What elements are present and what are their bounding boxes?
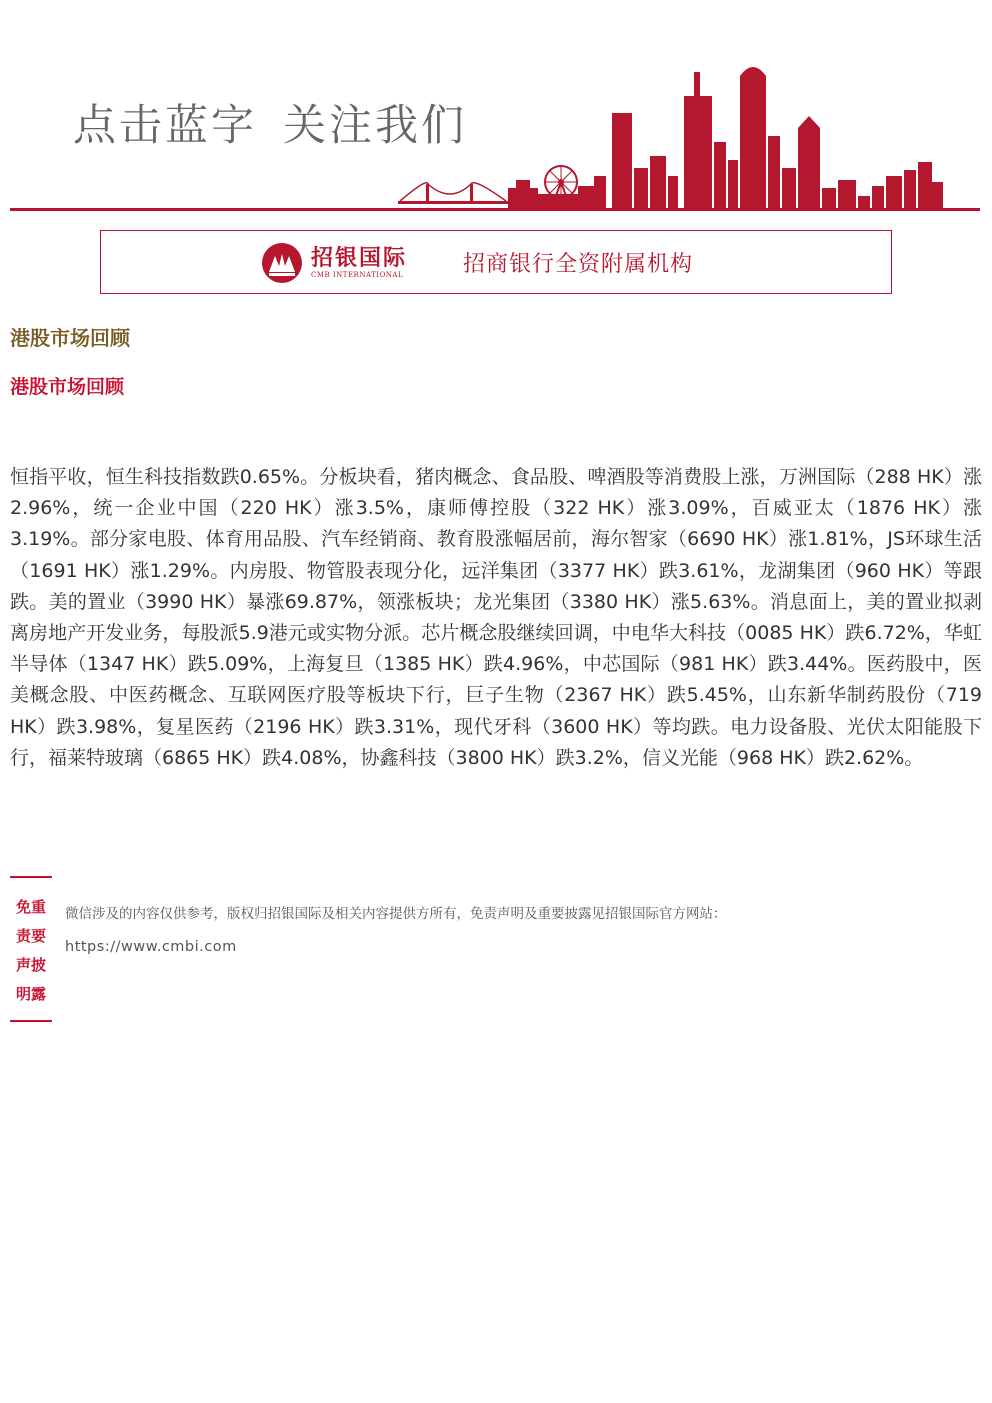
section-title: 港股市场回顾 bbox=[10, 326, 130, 350]
disclaimer-label-line: 声披 bbox=[15, 956, 46, 974]
article-paragraph: 恒指平收，恒生科技指数跌0.65%。分板块看，猪肉概念、食品股、啤酒股等消费股上涨，万洲国际（288 HK）涨2.96%，统一企业中国（220 HK）涨3.5%，康师傅控股（322 HK）涨3.09%，百威亚太（1876 HK）涨3.19%。部分家电股、体育用品股、汽车经销商、教育股涨幅居前，海尔智家（6690 HK）涨1.81%，JS环球生活（1691 HK）涨1.29%。内房股、物管股表现分化，远洋集团（3377 HK）跌3.61%，龙湖集团（960 HK）等跟跌。美的置业（3990 HK）暴涨69.87%，领涨板块；龙光集团（3380 HK）涨5.63%。消息面上，美的置业拟剥离房地产开发业务，每股派5.9港元或实物分派。芯片概念股继续回调，中电华大科技（0085 HK）跌6.72%，华虹半导体（1347 HK）跌5.09%，上海复旦（1385 HK）跌4.96%，中芯国际（981 HK）跌3.44%。医药股中，医美概念股、中医药概念、互联网医疗股等板块下行，巨子生物（2367 HK）跌5.45%，山东新华制药股份（719 HK）跌3.98%，复星医药（2196 HK）跌3.31%，现代牙科（3600 HK）等均跌。电力设备股、光伏太阳能股下行，福莱特玻璃（6865 HK）跌4.08%，协鑫科技（3800 HK）跌3.2%，信义光能（968 HK）跌2.62%。 bbox=[10, 466, 982, 769]
sub-title: 港股市场回顾 bbox=[10, 376, 125, 398]
cmbi-logo-icon bbox=[261, 242, 303, 284]
header-divider bbox=[10, 208, 980, 211]
banner-tagline: 招商银行全资附属机构 bbox=[463, 252, 694, 277]
disclaimer-label-line: 明露 bbox=[15, 985, 46, 1003]
disclaimer-label bbox=[12, 893, 50, 1009]
header bbox=[0, 0, 992, 215]
follow-right-text: 关注我们 bbox=[283, 101, 467, 151]
disclaimer-text: 微信涉及的内容仅供参考，版权归招银国际及相关内容提供方所有，免责声明及重要披露见招银国际官方网站： bbox=[65, 906, 727, 922]
brand-name-cn: 招银国际 bbox=[311, 245, 408, 271]
disclaimer-link[interactable]: https://www.cmbi.com bbox=[65, 939, 237, 955]
disclaimer-bottom-rule bbox=[10, 1020, 52, 1022]
brand-name-en: CMB INTERNATIONAL bbox=[311, 271, 404, 279]
disclaimer-top-rule bbox=[10, 876, 52, 878]
disclaimer-label-line: 免重 bbox=[15, 898, 46, 916]
disclaimer-label-line: 责要 bbox=[15, 927, 46, 945]
cmbi-banner[interactable] bbox=[100, 230, 892, 294]
city-skyline-illustration bbox=[398, 58, 943, 210]
follow-left-text: 点击蓝字 bbox=[73, 101, 257, 151]
